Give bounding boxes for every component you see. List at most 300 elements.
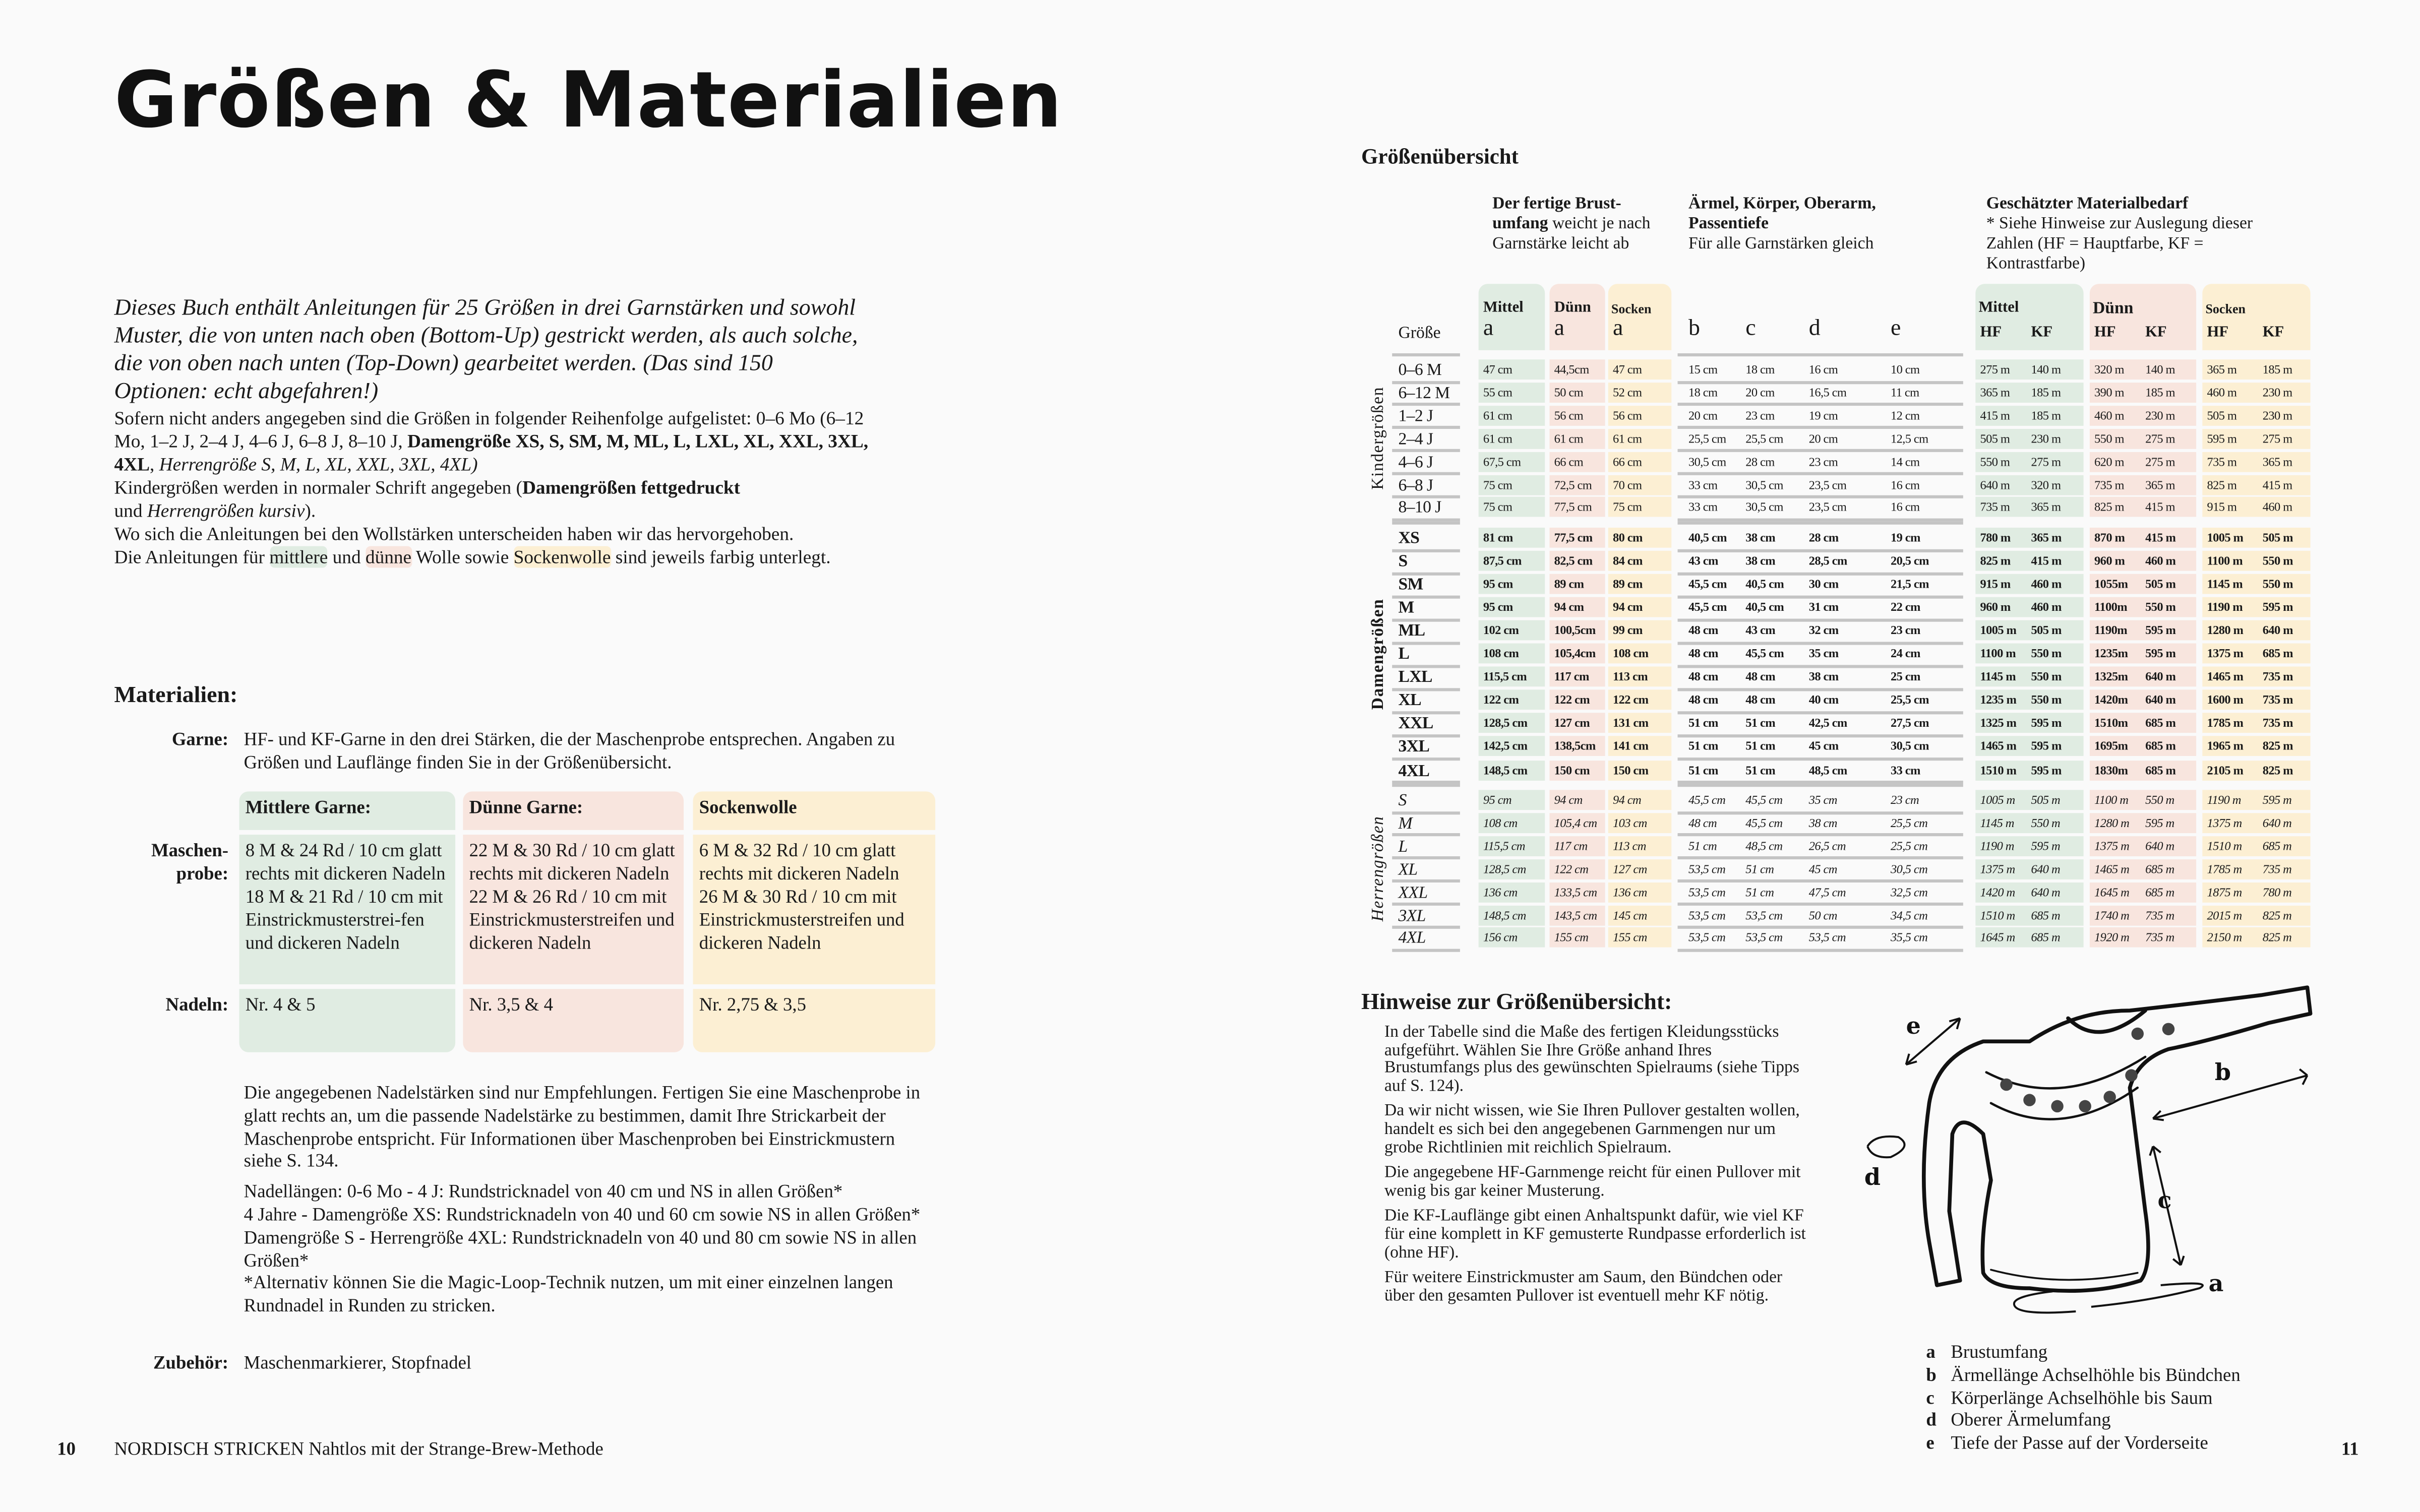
text: weicht je nach Garnstärke leicht ab [1492,214,1651,254]
table-cell: 595 m [2031,716,2062,731]
table-cell: 48 cm [1688,623,1718,638]
table-cell: 19 cm [1808,408,1838,423]
table-cell: 23 cm [1808,454,1838,469]
table-cell: 1510 m [1980,908,2015,922]
table-cell: 45,5 cm [1745,816,1783,830]
table-cell: 122 cm [1612,693,1649,708]
legend-key: d [1926,1409,1937,1431]
table-cell: 640 m [2145,693,2176,708]
table-cell: 1740 m [2094,908,2130,922]
table-cell: 45 cm [1808,862,1837,876]
table-cell: 1190m [2094,623,2128,638]
table-cell: 415 m [1980,408,2010,423]
table-cell: 640 m [1980,477,2010,491]
table-cell: 780 m [2262,885,2292,899]
table-cell: 320 m [2031,477,2061,491]
text-bold: Damengrößen fettgedruckt [522,476,741,498]
table-cell: 595 m [2145,647,2176,661]
table-cell: 45 cm [1808,739,1839,754]
table-cell: 95 cm [1483,577,1513,591]
table-cell: 117 cm [1554,670,1589,684]
table-cell: 415 m [2262,477,2292,491]
table-cell: 30,5 cm [1688,454,1726,469]
table-cell: 140 m [2031,362,2061,376]
text: Kindergrößen werden in normaler Schrift angegeben ( [114,476,522,498]
size-label: XL [1398,860,1418,879]
table-cell: 1145 m [1980,670,2016,684]
table-cell: 20 cm [1688,408,1718,423]
group-top-sep [1392,522,1460,525]
text-bold: Ärmel, Körper, Oberarm, Passentiefe [1688,194,1876,233]
table-cell: 275 m [1980,362,2010,376]
highlight-socken: Sockenwolle [513,546,611,568]
running-footer [114,1438,603,1461]
table-cell: 685 m [2145,763,2176,777]
table-cell: 51 cm [1688,839,1717,853]
table-cell: 117 cm [1554,839,1588,853]
table-cell: 640 m [2145,839,2174,853]
table-cell: 1280 m [2207,623,2244,638]
size-label: XXL [1398,883,1428,902]
table-cell: 33 cm [1890,763,1920,777]
table-cell: 51 cm [1688,739,1718,754]
legend-key: e [1926,1432,1934,1454]
table-cell: 156 cm [1483,931,1518,945]
zubehoer-text: Maschenmarkierer, Stopfnadel [244,1351,472,1373]
table-cell: 47 cm [1483,362,1512,376]
legend-text: Ärmellänge Achselhöhle bis Bündchen [1951,1363,2241,1385]
table-cell: 72,5 cm [1554,477,1592,491]
diagram-letter-b: b [2214,1058,2231,1086]
table-cell: 780 m [1980,531,2011,545]
table-cell: 460 m [2262,500,2292,515]
table-cell: 735 m [2145,931,2174,945]
size-label: M [1398,599,1414,617]
table-cell: 185 m [2031,408,2061,423]
table-cell: 505 m [2207,408,2237,423]
table-cell: 113 cm [1612,839,1646,853]
table-cell: 28,5 cm [1808,554,1847,568]
size-label: 0–6 M [1398,361,1442,380]
table-cell: 1465 m [2094,862,2130,876]
table-cell: 38 cm [1745,554,1776,568]
table-cell: 915 m [2207,500,2237,515]
hint-paragraph: Für weitere Einstrickmuster am Saum, den Bündchen oder über den gesamten Pullover ist eventuell mehr KF nötig. [1384,1268,1783,1305]
table-cell: 1375 m [2207,816,2242,830]
table-cell: 22 cm [1890,600,1920,614]
table-cell: 595 m [2031,739,2062,754]
table-cell: 550 m [2031,670,2062,684]
table-cell: 99 cm [1612,623,1643,638]
size-label: 6–8 J [1398,476,1433,495]
needle-notes [244,1082,931,1326]
size-label: XXL [1398,715,1433,734]
size-table-title: Größenübersicht [1361,146,1519,170]
header-hf: HF [1980,324,2002,341]
table-cell: 94 cm [1612,600,1643,614]
table-cell: 23 cm [1890,793,1919,807]
page-number-left: 10 [57,1438,76,1460]
table-cell: 735 m [2262,862,2292,876]
table-cell: 1465 m [2207,670,2244,684]
table-cell: 1785 m [2207,862,2242,876]
table-cell: 595 m [2145,623,2176,638]
table-cell: 33 cm [1688,477,1718,491]
table-cell: 550 m [2262,577,2293,591]
table-cell: 595 m [2031,839,2061,853]
table-cell: 23,5 cm [1808,477,1847,491]
socken-probe: 6 M & 32 Rd / 10 cm glatt rechts mit dickeren Nadeln 26 M & 30 Rd / 10 cm mit Einstrickmusterstreifen und dickeren Nadeln [693,835,935,984]
table-cell: 825 m [2262,763,2293,777]
text: Sofern nicht anders angegeben sind die Größen in folgender Reihenfolge aufgelistet: 0–6 Mo (6–12 Mo, 1–2 J, 2–4 J, 4–6 J, 6–8 J, 8–10 J, [114,407,864,452]
row-separator [1392,949,1460,952]
table-cell: 136 cm [1483,885,1518,899]
table-cell: 53,5 cm [1688,931,1726,945]
table-cell: 122 cm [1554,693,1590,708]
table-cell: 16,5 cm [1808,385,1847,400]
table-cell: 53,5 cm [1808,931,1846,945]
table-cell: 685 m [2145,716,2176,731]
table-cell: 35 cm [1808,793,1837,807]
table-cell: 230 m [2262,408,2292,423]
table-cell: 44,5cm [1554,362,1589,376]
table-cell: 51 cm [1745,862,1774,876]
table-cell: 685 m [2262,647,2293,661]
table-cell: 275 m [2145,431,2175,446]
table-cell: 735 m [2262,693,2293,708]
header-kf: KF [2031,324,2053,341]
table-cell: 75 cm [1612,500,1642,515]
table-cell: 1190 m [2207,793,2241,807]
table-cell: 51 cm [1688,716,1718,731]
table-cell: 185 m [2145,385,2175,400]
zubehoer-label: Zubehör: [153,1351,229,1373]
group-top-sep [1678,353,1963,356]
table-cell: 30,5 cm [1890,862,1928,876]
table-cell: 1190 m [1980,839,2014,853]
text: ). [305,499,316,522]
table-cell: 320 m [2094,362,2124,376]
table-cell: 1420 m [1980,885,2015,899]
size-label: 4–6 J [1398,453,1433,472]
table-cell: 685 m [2145,885,2174,899]
table-cell: 825 m [2262,931,2292,945]
table-cell: 48 cm [1745,693,1776,708]
table-cell: 1100 m [1980,647,2016,661]
table-cell: 75 cm [1483,500,1512,515]
table-cell: 230 m [2031,431,2061,446]
table-cell: 30,5 cm [1890,739,1929,754]
table-cell: 51 cm [1745,763,1776,777]
table-cell: 365 m [2031,531,2062,545]
diagram-letter-c: c [2157,1186,2172,1214]
table-cell: 505 m [2031,793,2061,807]
table-cell: 550 m [2031,816,2061,830]
table-cell: 460 m [2145,554,2176,568]
table-cell: 145 cm [1612,908,1647,922]
maschenprobe-label: Maschen- probe: [151,839,229,885]
table-cell: 620 m [2094,454,2124,469]
table-cell: 155 cm [1554,931,1589,945]
table-cell: 550 m [2145,793,2174,807]
table-cell: 1830m [2094,763,2128,777]
table-cell: 735 m [2262,716,2293,731]
header-hf: HF [2094,324,2116,341]
table-cell: 80 cm [1612,531,1643,545]
table-cell: 100,5cm [1554,623,1596,638]
size-label: 4XL [1398,929,1426,948]
table-cell: 70 cm [1612,477,1642,491]
mittlere-nadeln: Nr. 4 & 5 [239,989,455,1052]
header-col-d: d [1808,316,1821,341]
table-cell: 155 cm [1612,931,1647,945]
table-cell: 138,5cm [1554,739,1596,754]
table-cell: 31 cm [1808,600,1839,614]
table-cell: 81 cm [1483,531,1513,545]
table-cell: 1600 m [2207,693,2244,708]
table-cell: 128,5 cm [1483,716,1528,731]
size-label: 6–12 M [1398,384,1450,403]
table-cell: 12 cm [1890,408,1920,423]
table-cell: 505 m [2031,623,2062,638]
table-cell: 105,4 cm [1554,816,1597,830]
table-cell: 1510 m [1980,763,2017,777]
header-col-a: a [1483,316,1494,341]
table-cell: 77,5 cm [1554,500,1592,515]
table-cell: 1375 m [2094,839,2130,853]
legend-item [1926,1409,2240,1432]
table-cell: 1280 m [2094,816,2130,830]
text: Wo sich die Anleitungen bei den Wollstärken unterscheiden haben wir das hervorgehoben. [114,523,794,545]
row-separator [1678,949,1963,952]
table-cell: 1145 m [2207,577,2243,591]
table-cell: 115,5 cm [1483,839,1525,853]
table-cell: 89 cm [1612,577,1643,591]
table-cell: 122 cm [1483,693,1519,708]
table-cell: 48 cm [1688,693,1718,708]
table-cell: 136 cm [1612,885,1647,899]
table-cell: 40,5 cm [1688,531,1727,545]
text: Wolle sowie [411,546,514,568]
table-cell: 365 m [1980,385,2010,400]
table-cell: 19 cm [1890,531,1920,545]
table-cell: 53,5 cm [1688,908,1726,922]
size-label: 3XL [1398,738,1430,757]
table-cell: 825 m [2094,500,2124,515]
table-cell: 33 cm [1688,500,1718,515]
table-cell: 14 cm [1890,454,1920,469]
table-cell: 505 m [1980,431,2010,446]
table-cell: 18 cm [1745,362,1775,376]
header-col-a: a [1554,316,1565,341]
table-cell: 113 cm [1612,670,1648,684]
table-cell: 67,5 cm [1483,454,1521,469]
highlight-mittel: mittlere [269,546,328,568]
table-cell: 1325 m [1980,716,2017,731]
table-cell: 122 cm [1554,862,1589,876]
table-cell: 1100m [2094,600,2128,614]
duenne-garne-header: Dünne Garne: [463,791,684,830]
table-cell: 505 m [2145,577,2176,591]
table-cell: 735 m [2207,454,2237,469]
size-label: SM [1398,576,1423,594]
table-cell: 94 cm [1612,793,1642,807]
table-cell: 595 m [2145,816,2174,830]
page-title: Größen & Materialien [114,55,1063,145]
table-cell: 140 m [2145,362,2175,376]
size-order-text [114,407,871,569]
table-cell: 27,5 cm [1890,716,1929,731]
table-cell: 1420m [2094,693,2128,708]
table-cell: 25,5 cm [1688,431,1726,446]
table-cell: 32 cm [1808,623,1839,638]
table-cell: 365 m [2031,500,2061,515]
table-cell: 23 cm [1890,623,1920,638]
table-cell: 84 cm [1612,554,1643,568]
size-label: XL [1398,691,1422,711]
table-cell: 50 cm [1808,908,1837,922]
header-col-b: b [1688,316,1700,341]
table-cell: 960 m [1980,600,2011,614]
table-cell: 45,5 cm [1688,577,1727,591]
table-cell: 460 m [2031,600,2062,614]
hint-paragraph: Da wir nicht wissen, wie Sie Ihren Pullover gestalten wollen, handelt es sich bei den angegebenen Garnmengen nur um grobe Richtlinien mit reichlich Spielraum. [1384,1102,1800,1157]
table-cell: 102 cm [1483,623,1519,638]
table-cell: 870 m [2094,531,2125,545]
header-kf: KF [2262,324,2284,341]
table-cell: 53,5 cm [1745,908,1783,922]
table-cell: 550 m [2094,431,2124,446]
size-label: 1–2 J [1398,407,1433,426]
size-label: L [1398,645,1410,664]
hint-paragraph: Die angegebene HF-Garnmenge reicht für einen Pullover mit wenig bis gar keiner Musterung. [1384,1163,1801,1200]
table-cell: 685 m [2262,839,2292,853]
table-cell: 230 m [2262,385,2292,400]
table-cell: 365 m [2207,362,2237,376]
table-cell: 50 cm [1554,385,1584,400]
duenne-probe: 22 M & 30 Rd / 10 cm glatt rechts mit dickeren Nadeln 22 M & 26 Rd / 10 cm mit Einstrickmusterstreifen und dickeren Nadeln [463,835,684,984]
group-top-sep [1678,784,1963,787]
table-cell: 1005 m [1980,793,2015,807]
table-cell: 24 cm [1890,647,1920,661]
table-cell: 275 m [2145,454,2175,469]
text: Die Anleitungen für [114,546,270,568]
table-cell: 53,5 cm [1745,931,1783,945]
table-cell: 505 m [2262,531,2293,545]
table-cell: 35 cm [1808,647,1839,661]
legend-text: Brustumfang [1951,1341,2048,1363]
hint-paragraph: In der Tabelle sind die Maße des fertigen Kleidungsstücks aufgeführt. Wählen Sie Ihre Größe anhand Ihres Brustumfangs plus des gewünschten Spielraums (siehe Tipps auf S. 124). [1384,1023,1800,1095]
table-cell: 95 cm [1483,793,1511,807]
diagram-letter-d: d [1864,1163,1881,1191]
text: , [150,453,159,475]
table-cell: 48 cm [1688,647,1718,661]
table-cell: 61 cm [1483,408,1512,423]
table-cell: 55 cm [1483,385,1512,400]
table-cell: 23,5 cm [1808,500,1847,515]
materials-heading: Materialien: [114,683,238,709]
table-cell: 87,5 cm [1483,554,1522,568]
table-cell: 365 m [2145,477,2175,491]
table-cell: 640 m [2262,816,2292,830]
table-cell: 40 cm [1808,693,1839,708]
table-cell: 595 m [2031,763,2062,777]
size-label: M [1398,814,1412,833]
text: und [114,499,147,522]
group-label: Kindergrößen [1369,387,1388,490]
table-cell: 640 m [2262,623,2293,638]
table-cell: 25,5 cm [1745,431,1783,446]
table-cell: 51 cm [1688,763,1718,777]
intro-text: Dieses Buch enthält Anleitungen für 25 Größen in drei Garnstärken und sowohl Muster, die von unten nach oben (Bottom-Up) gestrickt werden, als auch solche, die von oben nach unten (Top-Down) gearbeitet werden. (Das sind 150 Optionen: echt abgefahren!) [114,296,858,405]
table-cell: 460 m [2094,408,2124,423]
table-cell: 53,5 cm [1688,862,1726,876]
table-cell: 415 m [2145,500,2175,515]
table-cell: 1695m [2094,739,2128,754]
group-top-sep [1392,353,1460,356]
size-label: 8–10 J [1398,498,1441,518]
table-cell: 365 m [2262,454,2292,469]
size-label: S [1398,791,1407,810]
table-cell: 20 cm [1745,385,1775,400]
text-bold: Damengröße XS, S, SM, M, ML, L, LXL, XL, XXL, 3XL, 4XL [114,430,869,475]
note-paragraph: Nadellängen: 0-6 Mo - 4 J: Rundstricknadel von 40 cm und NS in allen Größen* 4 Jahre - Damengröße XS: Rundstricknadeln von 40 und 60 cm sowie NS in allen Größen* Damengröße S - Herrengröße 4XL: Rundstricknadeln von 40 und 80 cm sowie NS in allen Größen* *Alternativ können Sie die Magic-Loop-Technik nutzen, um mit einer einzelnen langen Rundnadel in Runden zu stricken. [244,1180,921,1316]
table-cell: 685 m [2031,908,2061,922]
table-cell: 11 cm [1890,385,1919,400]
table-cell: 66 cm [1554,454,1584,469]
table-cell: 82,5 cm [1554,554,1593,568]
table-cell: 38 cm [1808,670,1839,684]
table-cell: 51 cm [1745,885,1774,899]
table-cell: 18 cm [1688,385,1718,400]
table-cell: 108 cm [1483,816,1518,830]
table-cell: 1145 m [1980,816,2014,830]
table-cell: 128,5 cm [1483,862,1526,876]
table-cell: 34,5 cm [1890,908,1928,922]
table-cell: 23 cm [1745,408,1775,423]
hints-heading: Hinweise zur Größenübersicht: [1361,990,1672,1016]
table-cell: 45,5 cm [1745,647,1784,661]
note-bcde [1688,195,1920,255]
table-cell: 56 cm [1554,408,1584,423]
table-cell: 2150 m [2207,931,2242,945]
text-italic: Herrengröße S, M, L, XL, XXL, 3XL, 4XL) [159,453,478,475]
table-cell: 142,5 cm [1483,739,1528,754]
note-chest [1492,195,1662,255]
table-cell: 16 cm [1890,500,1920,515]
table-cell: 595 m [2207,431,2237,446]
table-cell: 1100 m [2207,554,2243,568]
mittlere-garne-header: Mittlere Garne: [239,791,455,830]
table-cell: 16 cm [1808,362,1838,376]
table-cell: 1465 m [1980,739,2017,754]
size-label: L [1398,837,1408,856]
table-cell: 1190 m [2207,600,2243,614]
table-cell: 28 cm [1745,454,1775,469]
table-cell: 40,5 cm [1745,600,1784,614]
group-label: Damengrößen [1369,598,1388,710]
table-cell: 415 m [2031,554,2062,568]
table-cell: 550 m [2262,554,2293,568]
header-col-e: e [1890,316,1901,341]
garne-label: Garne: [171,728,229,750]
sockenwolle-header: Sockenwolle [693,791,935,830]
table-cell: 550 m [2031,693,2062,708]
table-cell: 150 cm [1554,763,1590,777]
table-cell: 61 cm [1483,431,1512,446]
table-cell: 26,5 cm [1808,839,1846,853]
legend-item [1926,1387,2240,1409]
